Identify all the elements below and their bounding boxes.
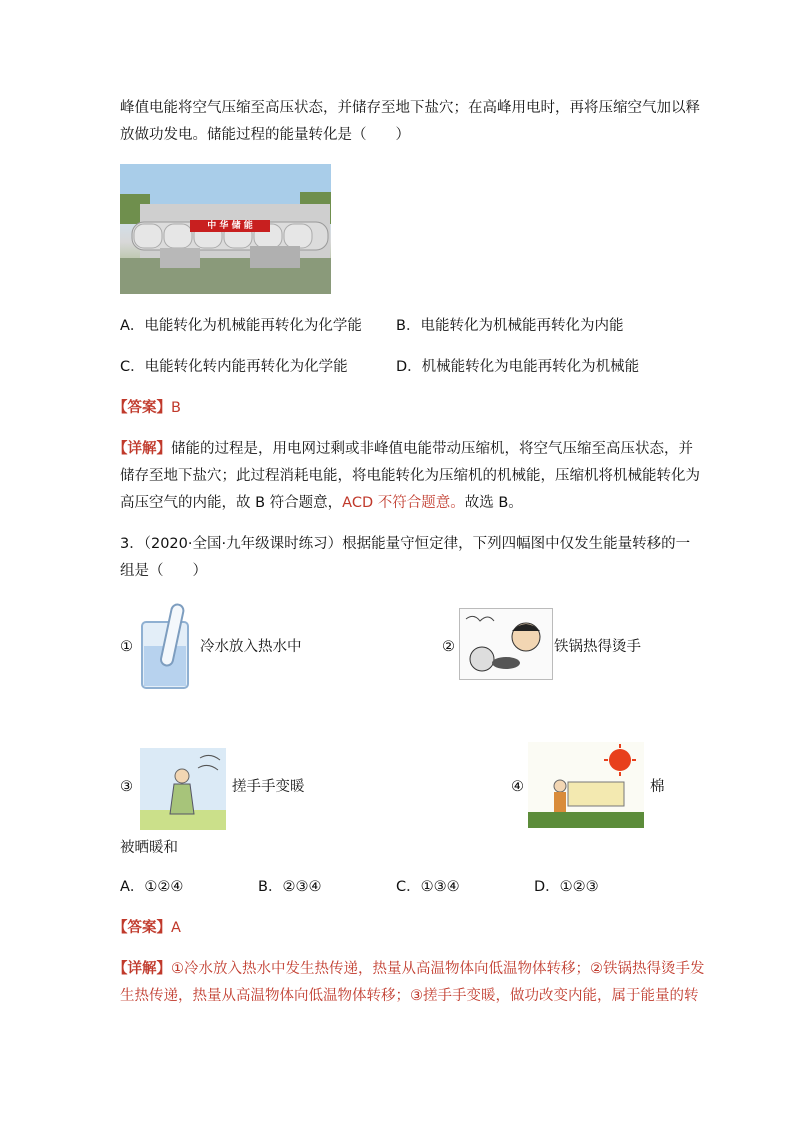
energy-storage-photo bbox=[120, 164, 331, 294]
q2-option-d: D．机械能转化为电能再转化为机械能 bbox=[396, 359, 640, 375]
answer-value: A bbox=[171, 920, 181, 936]
q3-detail-line-1: 【详解】①冷水放入热水中发生热传递，热量从高温物体向低温物体转移；②铁锅热得烫手发 bbox=[113, 961, 705, 977]
figure-4-number: ④ bbox=[511, 779, 524, 795]
figure-3-number: ③ bbox=[120, 779, 133, 795]
intro-line-2: 放做功发电。储能过程的能量转化是（ ） bbox=[120, 127, 410, 143]
answer-tag: 【答案】 bbox=[113, 920, 171, 936]
figure-3-caption: 搓手手变暖 bbox=[232, 779, 305, 795]
detail-tag: 【详解】 bbox=[113, 961, 171, 977]
q2-detail-line-3: 高压空气的内能，故 B 符合题意，ACD 不符合题意。故选 B。 bbox=[120, 495, 523, 511]
figure-4-caption: 棉 bbox=[650, 779, 665, 795]
q3-detail-line-2: 生热传递，热量从高温物体向低温物体转移；③搓手手变暖，做功改变内能，属于能量的转 bbox=[120, 988, 699, 1004]
q2-option-c: C．电能转化转内能再转化为化学能 bbox=[120, 359, 348, 375]
q3-line-2: 组是（ ） bbox=[120, 563, 207, 579]
q3-line-1: 3．（2020·全国·九年级课时练习）根据能量守恒定律，下列四幅图中仅发生能量转移的一 bbox=[120, 536, 691, 552]
intro-line-1: 峰值电能将空气压缩至高压状态，并储存至地下盐穴；在高峰用电时，再将压缩空气加以释 bbox=[120, 100, 700, 116]
figure-1-caption: 冷水放入热水中 bbox=[200, 639, 302, 655]
answer-value: B bbox=[171, 400, 181, 416]
rubbing-hands-figure bbox=[140, 748, 226, 830]
q3-option-b: B．②③④ bbox=[258, 879, 322, 895]
q2-detail-line-2: 储存至地下盐穴；此过程消耗电能，将电能转化为压缩机的机械能，压缩机将机械能转化为 bbox=[120, 468, 700, 484]
q2-detail-line-1: 【详解】储能的过程是，用电网过剩或非峰值电能带动压缩机，将空气压缩至高压状态，并 bbox=[113, 441, 693, 457]
figure-1-number: ① bbox=[120, 639, 133, 655]
answer-tag: 【答案】 bbox=[113, 400, 171, 416]
q2-answer bbox=[113, 398, 181, 418]
figure-4-caption-continued: 被晒暖和 bbox=[120, 840, 178, 856]
q3-option-c: C．①③④ bbox=[396, 879, 460, 895]
test-tube-beaker-figure bbox=[138, 602, 194, 692]
quilt-sun-figure bbox=[528, 742, 644, 828]
q2-option-a: A．电能转化为机械能再转化为化学能 bbox=[120, 318, 362, 334]
q3-option-a: A．①②④ bbox=[120, 879, 184, 895]
figure-2-number: ② bbox=[442, 639, 455, 655]
q2-option-b: B．电能转化为机械能再转化为内能 bbox=[396, 318, 624, 334]
q3-option-d: D．①②③ bbox=[534, 879, 599, 895]
detail-tag: 【详解】 bbox=[113, 441, 171, 457]
q3-answer bbox=[113, 918, 181, 938]
figure-2-caption: 铁锅热得烫手 bbox=[554, 639, 641, 655]
photo-sign: 中 华 储 能 bbox=[207, 221, 253, 231]
hot-pot-figure bbox=[459, 608, 553, 680]
